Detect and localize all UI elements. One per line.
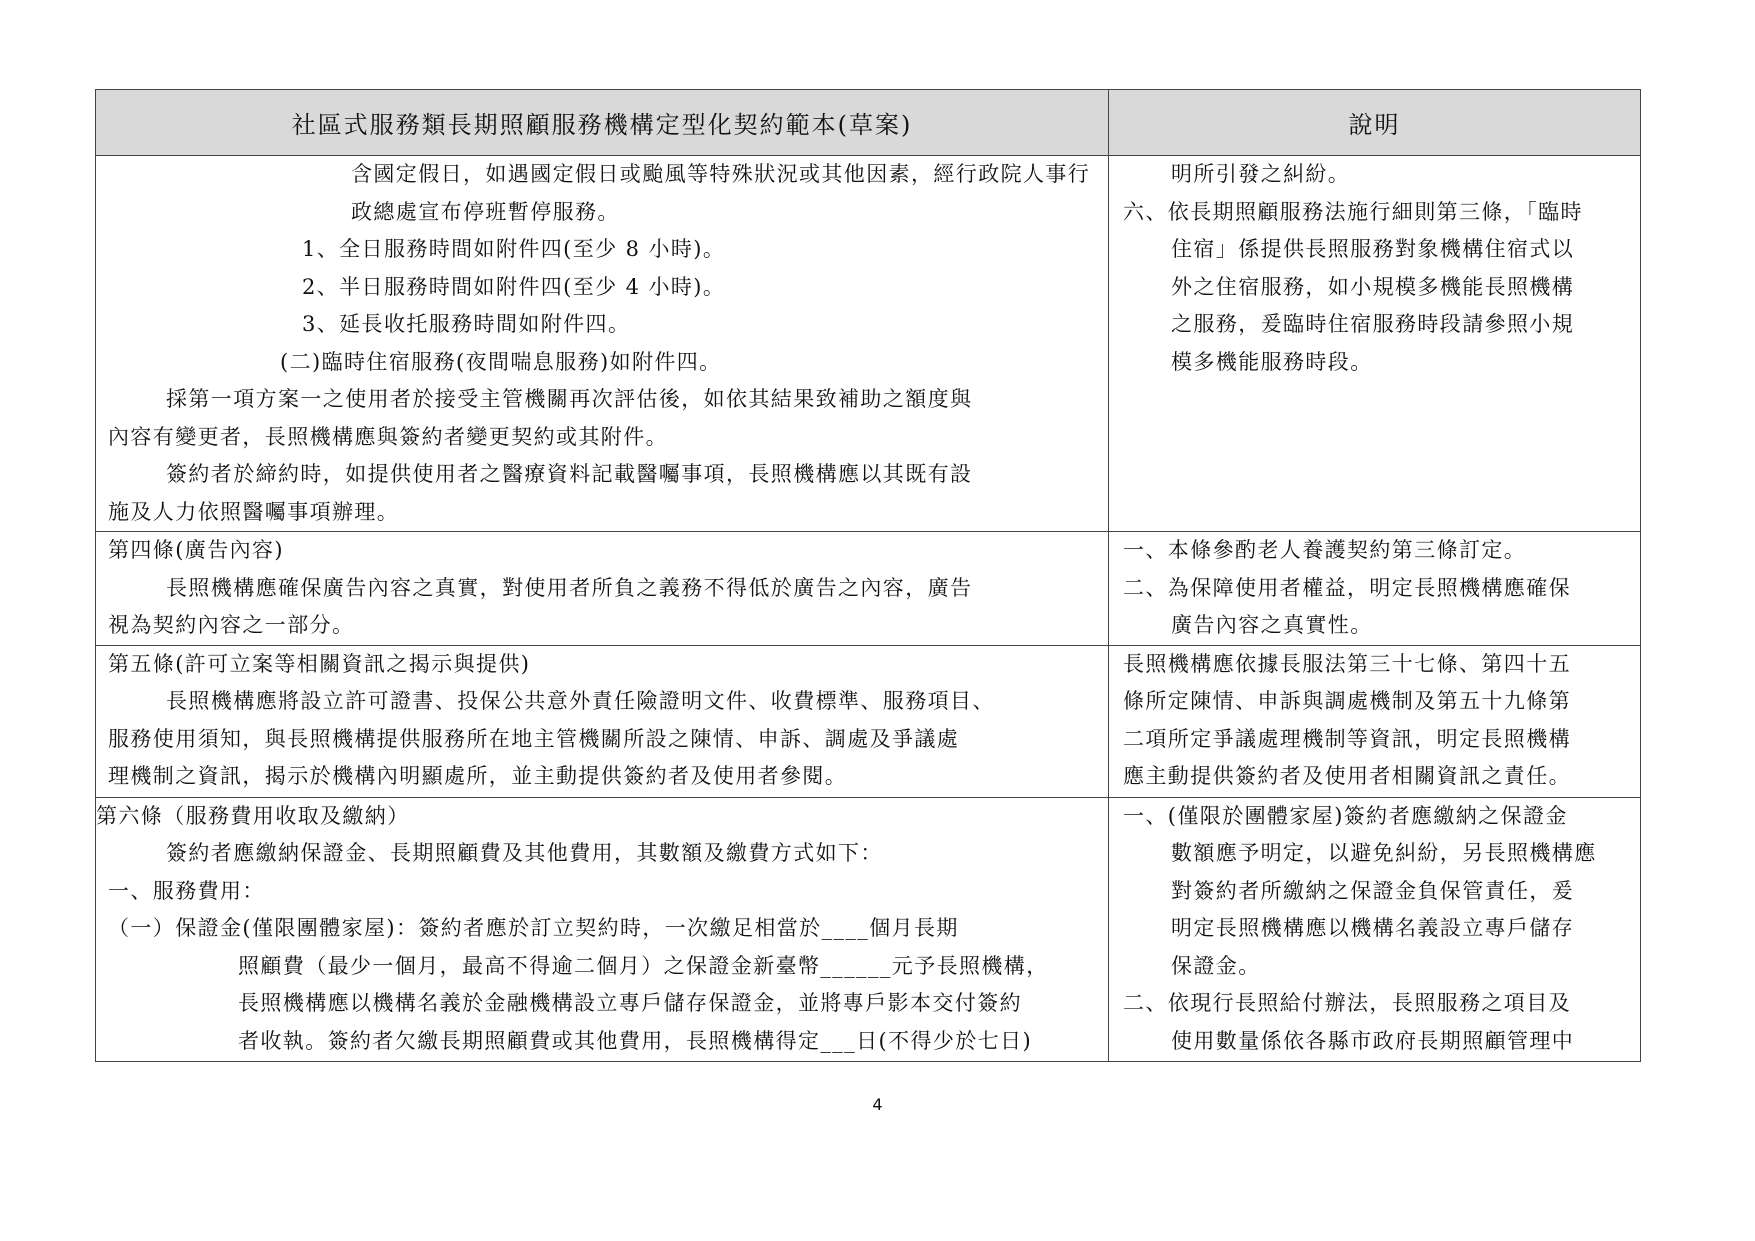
contract-text-cell	[96, 797, 1109, 1061]
text-line: 者收執。簽約者欠繳長期照顧費或其他費用，長照機構得定___日(不得少於七日)	[238, 1028, 1033, 1053]
table-header-row	[96, 90, 1641, 156]
text-line: 模多機能服務時段。	[1171, 349, 1373, 374]
text-line: 一、(僅限於團體家屋)簽約者應繳納之保證金	[1123, 803, 1568, 828]
text-line: 廣告內容之真實性。	[1171, 613, 1373, 637]
text-line: 明定長照機構應以機構名義設立專戶儲存	[1171, 916, 1575, 940]
text-line: 含國定假日，如遇國定假日或颱風等特殊狀況或其他因素，經行政院人事行	[351, 162, 1091, 186]
text-line: 3、延長收托服務時間如附件四。	[302, 312, 631, 336]
text-line: 1、全日服務時間如附件四(至少 8 小時)。	[302, 237, 726, 261]
text-line: 對簽約者所繳納之保證金負保管責任，爰	[1171, 878, 1575, 903]
text-line: 施及人力依照醫囑事項辦理。	[108, 499, 400, 524]
text-line: 採第一項方案一之使用者於接受主管機關再次評估後，如依其結果致補助之額度與	[166, 387, 973, 411]
text-line: 理機制之資訊，揭示於機構內明顯處所，並主動提供簽約者及使用者參閱。	[108, 764, 848, 788]
article-heading: 第五條(許可立案等相關資訊之揭示與提供)	[108, 651, 531, 676]
explanation-header: 說明	[1109, 90, 1641, 156]
text-line: 服務使用須知，與長照機構提供服務所在地主管機關所設之陳情、申訴、調處及爭議處	[108, 726, 960, 751]
contract-table	[95, 89, 1641, 1062]
text-line: 保證金。	[1171, 953, 1261, 978]
text-line: 一、服務費用：	[108, 878, 265, 903]
text-line: 六、依長期照顧服務法施行細則第三條，「臨時	[1123, 199, 1583, 224]
text-line: 明所引發之糾紛。	[1171, 162, 1351, 186]
text-line: 二、依現行長照給付辦法，長照服務之項目及	[1123, 991, 1571, 1015]
text-line: 使用數量係依各縣市政府長期照顧管理中	[1171, 1028, 1575, 1053]
contract-text-cell	[96, 156, 1109, 532]
explanation-cell	[1109, 645, 1641, 797]
text-line: 二項所定爭議處理機制等資訊，明定長照機構	[1123, 726, 1571, 751]
text-line: 簽約者應繳納保證金、長期照顧費及其他費用，其數額及繳費方式如下：	[166, 841, 883, 865]
text-line: 政總處宣布停班暫停服務。	[351, 199, 620, 224]
explanation-cell	[1109, 156, 1641, 532]
article-heading: 第六條（服務費用收取及繳納）	[96, 803, 410, 828]
text-line: 長照機構應將設立許可證書、投保公共意外責任險證明文件、收費標準、服務項目、	[166, 689, 995, 713]
text-line: 應主動提供簽約者及使用者相關資訊之責任。	[1123, 764, 1571, 788]
text-line: 外之住宿服務，如小規模多機能長照機構	[1171, 274, 1575, 299]
article-heading: 第四條(廣告內容)	[108, 538, 284, 562]
text-line: （一）保證金(僅限團體家屋)：簽約者應於訂立契約時，一次繳足相當於____個月長期	[108, 916, 959, 940]
explanation-cell	[1109, 532, 1641, 646]
contract-title-header: 社區式服務類長期照顧服務機構定型化契約範本(草案)	[96, 90, 1109, 156]
text-line: 二、為保障使用者權益，明定長照機構應確保	[1123, 575, 1571, 600]
text-line: 長照機構應依據長服法第三十七條、第四十五	[1123, 651, 1571, 676]
contract-text-cell	[96, 645, 1109, 797]
table-row	[96, 645, 1641, 797]
text-line: 數額應予明定，以避免糾紛，另長照機構應	[1171, 841, 1597, 865]
text-line: 視為契約內容之一部分。	[108, 613, 355, 637]
text-line: 長照機構應以機構名義於金融機構設立專戶儲存保證金，並將專戶影本交付簽約	[238, 991, 1022, 1015]
text-line: 條所定陳情、申訴與調處機制及第五十九條第	[1123, 689, 1571, 713]
text-line: 簽約者於締約時，如提供使用者之醫療資料記載醫囑事項，長照機構應以其既有設	[166, 462, 973, 486]
text-line: 長照機構應確保廣告內容之真實，對使用者所負之義務不得低於廣告之內容，廣告	[166, 575, 973, 600]
page-number: 4	[872, 1095, 883, 1114]
explanation-cell	[1109, 797, 1641, 1061]
text-line: 之服務，爰臨時住宿服務時段請參照小規	[1171, 312, 1575, 336]
text-line: 2、半日服務時間如附件四(至少 4 小時)。	[302, 274, 726, 299]
table-row	[96, 532, 1641, 646]
table-row	[96, 797, 1641, 1061]
table-row	[96, 156, 1641, 532]
text-line: 內容有變更者，長照機構應與簽約者變更契約或其附件。	[108, 424, 668, 449]
text-line: (二)臨時住宿服務(夜間喘息服務)如附件四。	[280, 349, 722, 374]
text-line: 照顧費（最少一個月，最高不得逾二個月）之保證金新臺幣______元予長照機構，	[238, 953, 1049, 978]
contract-text-cell	[96, 532, 1109, 646]
text-line: 住宿」係提供長照服務對象機構住宿式以	[1171, 237, 1575, 261]
text-line: 一、本條參酌老人養護契約第三條訂定。	[1123, 538, 1527, 562]
